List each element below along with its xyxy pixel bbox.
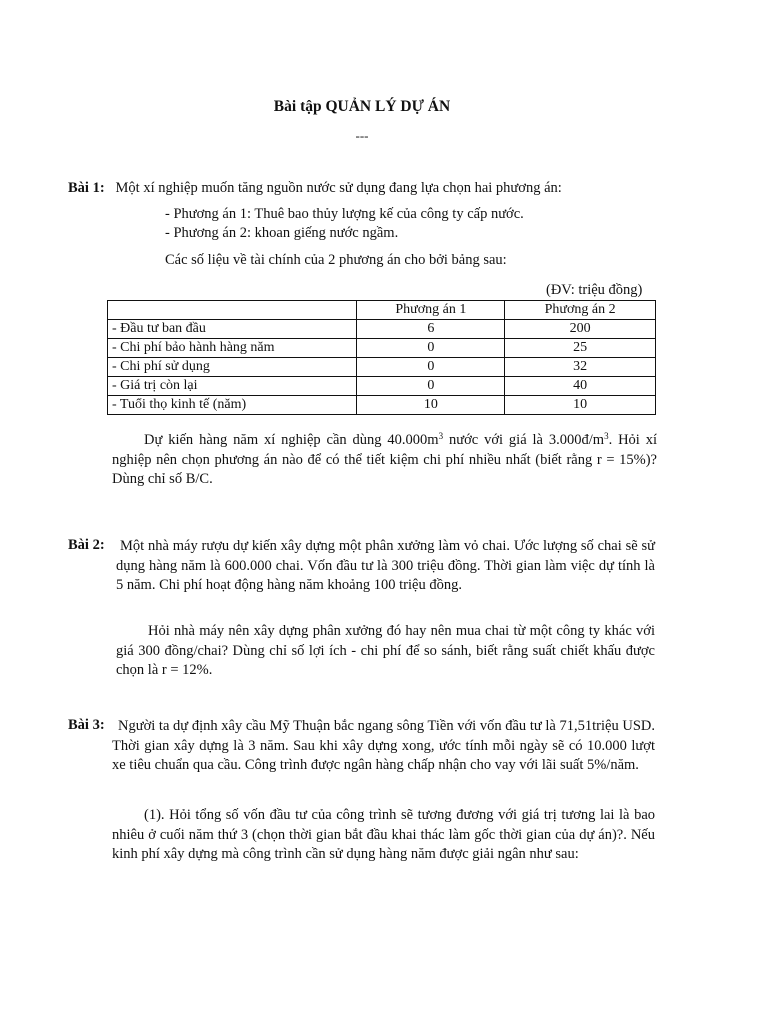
table-header-cell: Phương án 1 xyxy=(357,301,505,320)
title-separator: --- xyxy=(355,128,369,143)
table-cell: 10 xyxy=(357,396,505,415)
exercise-3-text: Người ta dự định xây cầu Mỹ Thuận bắc ngang sông Tiền với vốn đầu tư là 71,51triệu USD. Thời gian xây dựng là 3 năm. Sau khi xây dựng xong, ước tính mỗi ngày sẽ có 10.000 lượt xe tiêu chuẩn qua cầu. Công trình được ngân hàng chấp nhận cho vay với lãi suất 5%/năm. xyxy=(112,718,655,773)
exercise-1-data-intro: Các số liệu về tài chính của 2 phương án cho bởi bảng sau: xyxy=(165,252,507,268)
exercise-1-heading xyxy=(68,180,562,197)
table-cell: 200 xyxy=(505,320,656,339)
exercise-3-question: (1). Hỏi tổng số vốn đầu tư của công trình sẽ tương đương với giá trị tương lai là bao nhiêu ở cuối năm thứ 3 (chọn thời gian bắt đầu khai thác làm gốc thời gian của dự án)?. Nếu kinh phí xây dựng mà công trình cần sử dụng hàng năm được giải ngân như sau: xyxy=(112,807,655,862)
table-cell: - Giá trị còn lại xyxy=(108,377,357,396)
table-cell: 10 xyxy=(505,396,656,415)
table-header-cell xyxy=(108,301,357,320)
table-row xyxy=(108,358,656,377)
exercise-1-intro: Một xí nghiệp muốn tăng nguồn nước sử dụng đang lựa chọn hai phương án: xyxy=(115,180,562,196)
table-row xyxy=(108,339,656,358)
superscript: 3 xyxy=(438,431,444,441)
exercise-2-label: Bài 2: xyxy=(68,537,105,553)
table-cell: 6 xyxy=(357,320,505,339)
table-cell: 0 xyxy=(357,377,505,396)
financial-table xyxy=(107,300,656,415)
question-text-2: nước với giá là 3.000đ/m xyxy=(443,432,605,448)
table-header-cell: Phương án 2 xyxy=(505,301,656,320)
table-cell: - Đầu tư ban đầu xyxy=(108,320,357,339)
exercise-1-label: Bài 1: xyxy=(68,180,105,196)
table-cell: 32 xyxy=(505,358,656,377)
exercise-1-question xyxy=(112,431,657,490)
exercise-1-option-2: - Phương án 2: khoan giếng nước ngầm. xyxy=(165,225,399,241)
table-header-row xyxy=(108,301,656,320)
question-text-3: . Hỏi xí nghiệp nên chọn phương án nào để có thể tiết kiệm chi phí nhiều nhất (biết rằng r = 15%)? Dùng chỉ số B/C. xyxy=(112,432,657,487)
exercise-2-text: Một nhà máy rượu dự kiến xây dựng một phân xưởng làm vỏ chai. Ước lượng số chai sẽ sử dụng hàng năm là 600.000 chai. Vốn đầu tư là 300 triệu đồng. Thời gian làm việc dự tính là 5 năm. Chi phí hoạt động hàng năm khoảng 100 triệu đồng. xyxy=(116,538,655,593)
question-text-1: Dự kiến hàng năm xí nghiệp cần dùng 40.000m xyxy=(144,432,439,448)
table-cell: 0 xyxy=(357,358,505,377)
table-row xyxy=(108,320,656,339)
table-cell: 0 xyxy=(357,339,505,358)
unit-note: (ĐV: triệu đồng) xyxy=(546,282,643,298)
table-cell: 40 xyxy=(505,377,656,396)
exercise-2-question: Hỏi nhà máy nên xây dựng phân xưởng đó hay nên mua chai từ một công ty khác với giá 300 đồng/chai? Dùng chỉ số lợi ích - chi phí để so sánh, biết rằng suất chiết khấu được chọn là r = 12%. xyxy=(116,623,655,678)
exercise-1-option-1: - Phương án 1: Thuê bao thủy lượng kế của công ty cấp nước. xyxy=(165,206,524,222)
page-title: Bài tập QUẢN LÝ DỰ ÁN xyxy=(273,98,451,115)
superscript: 3 xyxy=(604,431,609,441)
table-cell: - Chi phí bảo hành hàng năm xyxy=(108,339,357,358)
table-cell: - Chi phí sử dụng xyxy=(108,358,357,377)
table-cell: 25 xyxy=(505,339,656,358)
table-cell: - Tuổi thọ kinh tế (năm) xyxy=(108,396,357,415)
table-row xyxy=(108,396,656,415)
exercise-3-label: Bài 3: xyxy=(68,717,105,733)
table-row xyxy=(108,377,656,396)
